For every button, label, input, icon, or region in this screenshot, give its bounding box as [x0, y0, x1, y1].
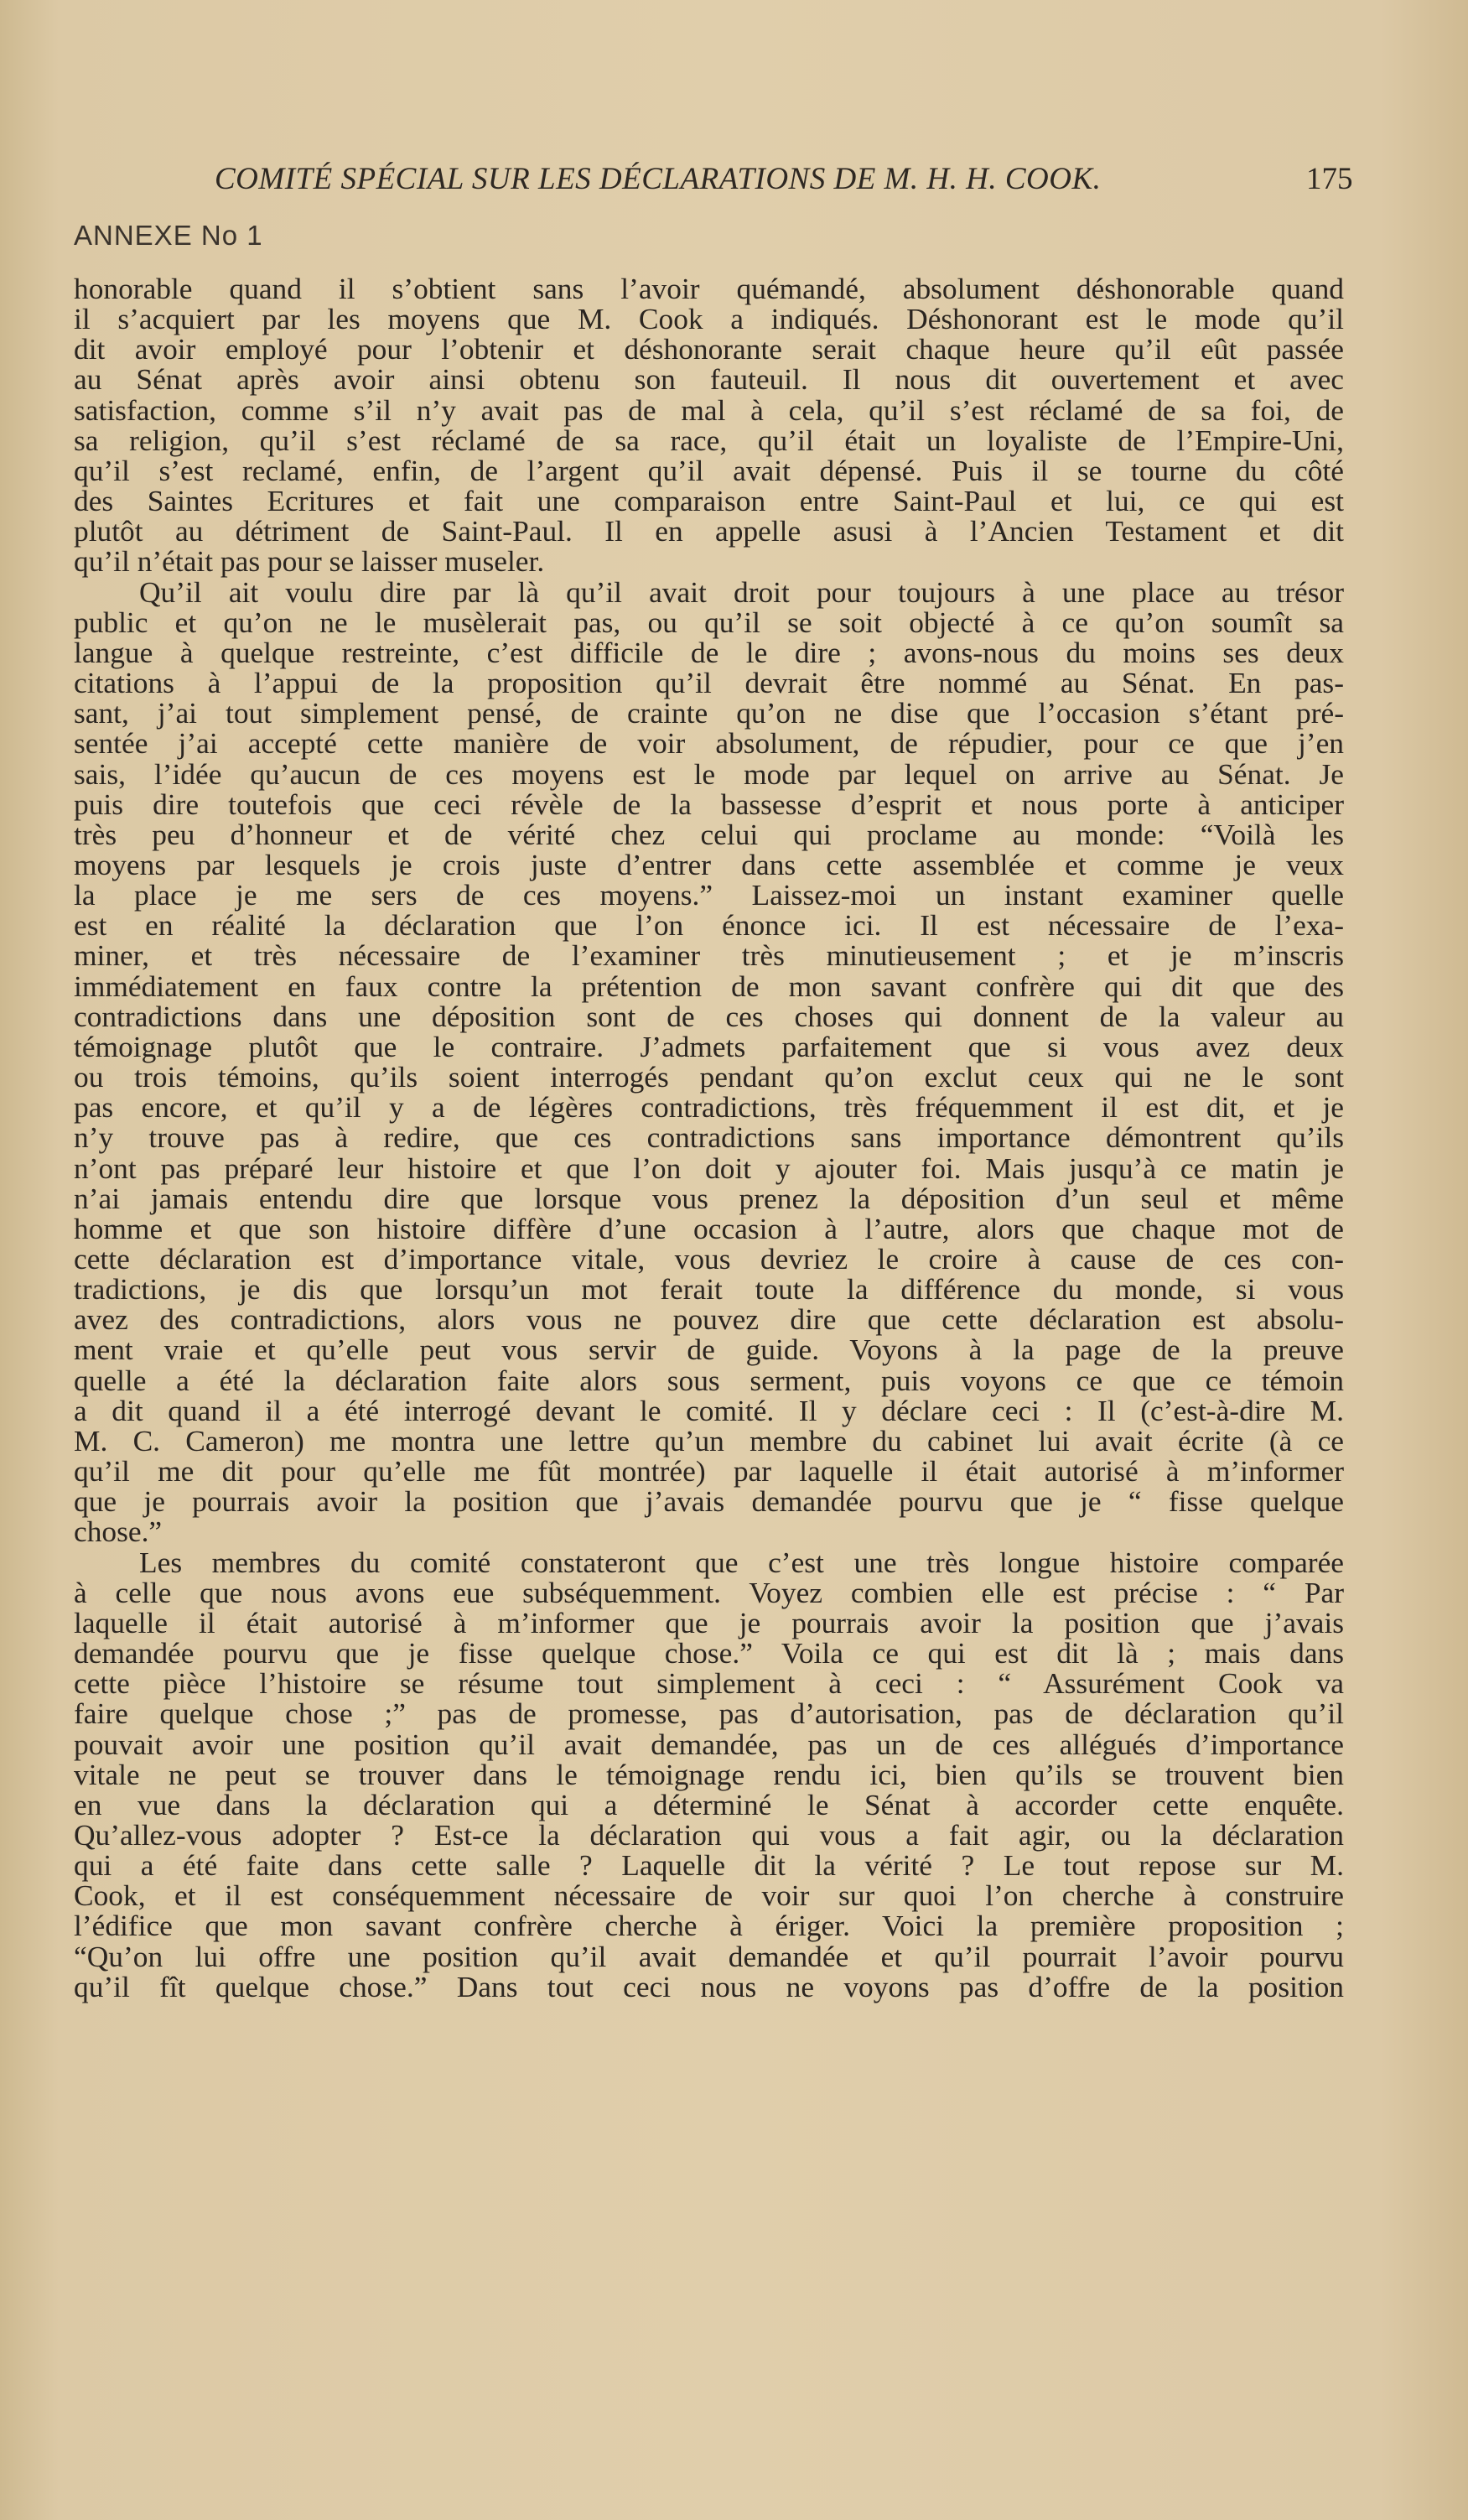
text-line: immédiatement en faux contre la prétention de mon savant confrère qui dit que des [74, 969, 1344, 1003]
text-line: faire quelque chose ;” pas de promesse, pas d’autorisation, pas de déclaration qu’il [74, 1696, 1344, 1731]
text-line: Qu’il ait voulu dire par là qu’il avait droit pour toujours à une place au trésor [139, 574, 1344, 609]
text-line: ment vraie et qu’elle peut vous servir de guide. Voyons à la page de la preuve [74, 1333, 1344, 1367]
text-line: n’ont pas préparé leur histoire et que l’on doit y ajouter foi. Mais jusqu’à ce matin je [74, 1151, 1344, 1185]
text-line: a dit quand il a été interrogé devant le comité. Il y déclare ceci : Il (c’est-à-dire M. [74, 1393, 1344, 1427]
text-line: puis dire toutefois que ceci révèle de la bassesse d’esprit et nous porte à anticiper [74, 787, 1344, 821]
text-line: l’édifice que mon savant confrère cherche à ériger. Voici la première proposition ; [74, 1909, 1344, 1943]
text-line: tradictions, je dis que lorsqu’un mot ferait toute la différence du monde, si vous [74, 1272, 1344, 1307]
text-line: témoignage plutôt que le contraire. J’admets parfaitement que si vous avez deux [74, 1029, 1344, 1063]
text-line: public et qu’on ne le musèlerait pas, ou qu’il se soit objecté à ce qu’on soumît sa [74, 605, 1344, 639]
text-line: qu’il s’est reclamé, enfin, de l’argent qu’il avait dépensé. Puis il se tourne du côté [74, 453, 1344, 487]
text-line: sant, j’ai tout simplement pensé, de crainte qu’on ne dise que l’occasion s’étant pré- [74, 696, 1344, 730]
text-line: qui a été faite dans cette salle ? Laquelle dit la vérité ? Le tout repose sur M. [74, 1848, 1344, 1883]
text-line: honorable quand il s’obtient sans l’avoir quémandé, absolument déshonorable quand [74, 272, 1344, 305]
text-line: sentée j’ai accepté cette manière de voir absolument, de répudier, pour ce que j’en [74, 726, 1344, 761]
text-line: sais, l’idée qu’aucun de ces moyens est le mode par lequel on arrive au Sénat. Je [74, 756, 1344, 791]
text-line: cette déclaration est d’importance vitale, vous devriez le croire à cause de ces con- [74, 1242, 1344, 1276]
text-line: très peu d’honneur et de vérité chez celui qui proclame au monde: “Voilà les [74, 817, 1344, 851]
text-line: des Saintes Ecritures et fait une comparaison entre Saint-Paul et lui, ce qui est [74, 484, 1344, 518]
text-line: moyens par lesquels je crois juste d’entrer dans cette assemblée et comme je veux [74, 847, 1344, 881]
text-line: n’y trouve pas à redire, que ces contradictions sans importance démontrent qu’ils [74, 1120, 1344, 1155]
text-line: vitale ne peut se trouver dans le témoignage rendu ici, bien qu’ils se trouvent bien [74, 1757, 1344, 1791]
text-line: la place je me sers de ces moyens.” Laissez-moi un instant examiner quelle [74, 878, 1344, 912]
text-line: langue à quelque restreinte, c’est difficile de le dire ; avons-nous du moins ses deux [74, 635, 1344, 669]
text-line: Les membres du comité constateront que c’est une très longue histoire comparée [139, 1545, 1344, 1579]
text-line: Qu’allez-vous adopter ? Est-ce la déclaration qui vous a fait agir, ou la déclaration [74, 1817, 1344, 1852]
text-line: contradictions dans une déposition sont de ces choses qui donnent de la valeur au [74, 999, 1344, 1033]
text-line: qu’il n’était pas pour se laisser museler. [74, 544, 545, 579]
text-line: pouvait avoir une position qu’il avait demandée, pas un de ces allégués d’importance [74, 1727, 1344, 1761]
text-line: plutôt au détriment de Saint-Paul. Il en appelle asusi à l’Ancien Testament et dit [74, 514, 1344, 548]
text-line: à celle que nous avons eue subséquemment. Voyez combien elle est précise : “ Par [74, 1575, 1344, 1609]
text-line: pas encore, et qu’il y a de légères contradictions, très fréquemment il est dit, et je [74, 1090, 1344, 1125]
running-title: COMITÉ SPÉCIAL SUR LES DÉCLARATIONS DE M. H. H. COOK. [215, 162, 1102, 196]
text-line: satisfaction, comme s’il n’y avait pas de mal à cela, qu’il s’est réclamé de sa foi, de [74, 392, 1344, 427]
body-text [74, 273, 1344, 2002]
text-line: citations à l’appui de la proposition qu’il devrait être nommé au Sénat. En pas- [74, 666, 1344, 700]
page-number: 175 [1306, 162, 1353, 196]
text-line: Cook, et il est conséquemment nécessaire de voir sur quoi l’on cherche à construire [74, 1878, 1344, 1913]
text-line: “Qu’on lui offre une position qu’il avait demandée et qu’il pourrait l’avoir pourvu [74, 1939, 1344, 1973]
annex-label: ANNEXE No 1 [74, 220, 263, 251]
text-line: miner, et très nécessaire de l’examiner très minutieusement ; et je m’inscris [74, 938, 1344, 973]
text-line: dit avoir employé pour l’obtenir et déshonorante serait chaque heure qu’il eût passée [74, 332, 1344, 366]
text-line: homme et que son histoire diffère d’une occasion à l’autre, alors que chaque mot de [74, 1211, 1344, 1245]
text-line: que je pourrais avoir la position que j’avais demandée pourvu que je “ fisse quelque [74, 1484, 1344, 1519]
text-line: chose.” [74, 1515, 163, 1549]
text-line: n’ai jamais entendu dire que lorsque vous prenez la déposition d’un seul et même [74, 1181, 1344, 1215]
text-line: sa religion, qu’il s’est réclamé de sa race, qu’il était un loyaliste de l’Empire-Uni, [74, 423, 1344, 457]
text-line: en vue dans la déclaration qui a déterminé le Sénat à accorder cette enquête. [74, 1787, 1344, 1821]
text-line: cette pièce l’histoire se résume tout simplement à ceci : “ Assurément Cook va [74, 1666, 1344, 1701]
text-line: au Sénat après avoir ainsi obtenu son fauteuil. Il nous dit ouvertement et avec [74, 362, 1344, 397]
text-line: M. C. Cameron) me montra une lettre qu’un membre du cabinet lui avait écrite (à ce [74, 1423, 1344, 1457]
text-line: il s’acquiert par les moyens que M. Cook a indiqués. Déshonorant est le mode qu’il [74, 302, 1344, 336]
text-line: est en réalité la déclaration que l’on énonce ici. Il est nécessaire de l’exa- [74, 908, 1344, 943]
text-line: demandée pourvu que je fisse quelque chose.” Voila ce qui est dit là ; mais dans [74, 1636, 1344, 1670]
text-line: qu’il fît quelque chose.” Dans tout ceci nous ne voyons pas d’offre de la position [74, 1969, 1344, 2003]
text-line: laquelle il était autorisé à m’informer que je pourrais avoir la position que j’avais [74, 1605, 1344, 1639]
text-line: ou trois témoins, qu’ils soient interrogés pendant qu’on exclut ceux qui ne le sont [74, 1060, 1344, 1094]
text-line: qu’il me dit pour qu’elle me fût montrée) par laquelle il était autorisé à m’informer [74, 1454, 1344, 1489]
text-line: quelle a été la déclaration faite alors sous serment, puis voyons ce que ce témoin [74, 1363, 1344, 1397]
text-line: avez des contradictions, alors vous ne pouvez dire que cette déclaration est absolu- [74, 1302, 1344, 1337]
